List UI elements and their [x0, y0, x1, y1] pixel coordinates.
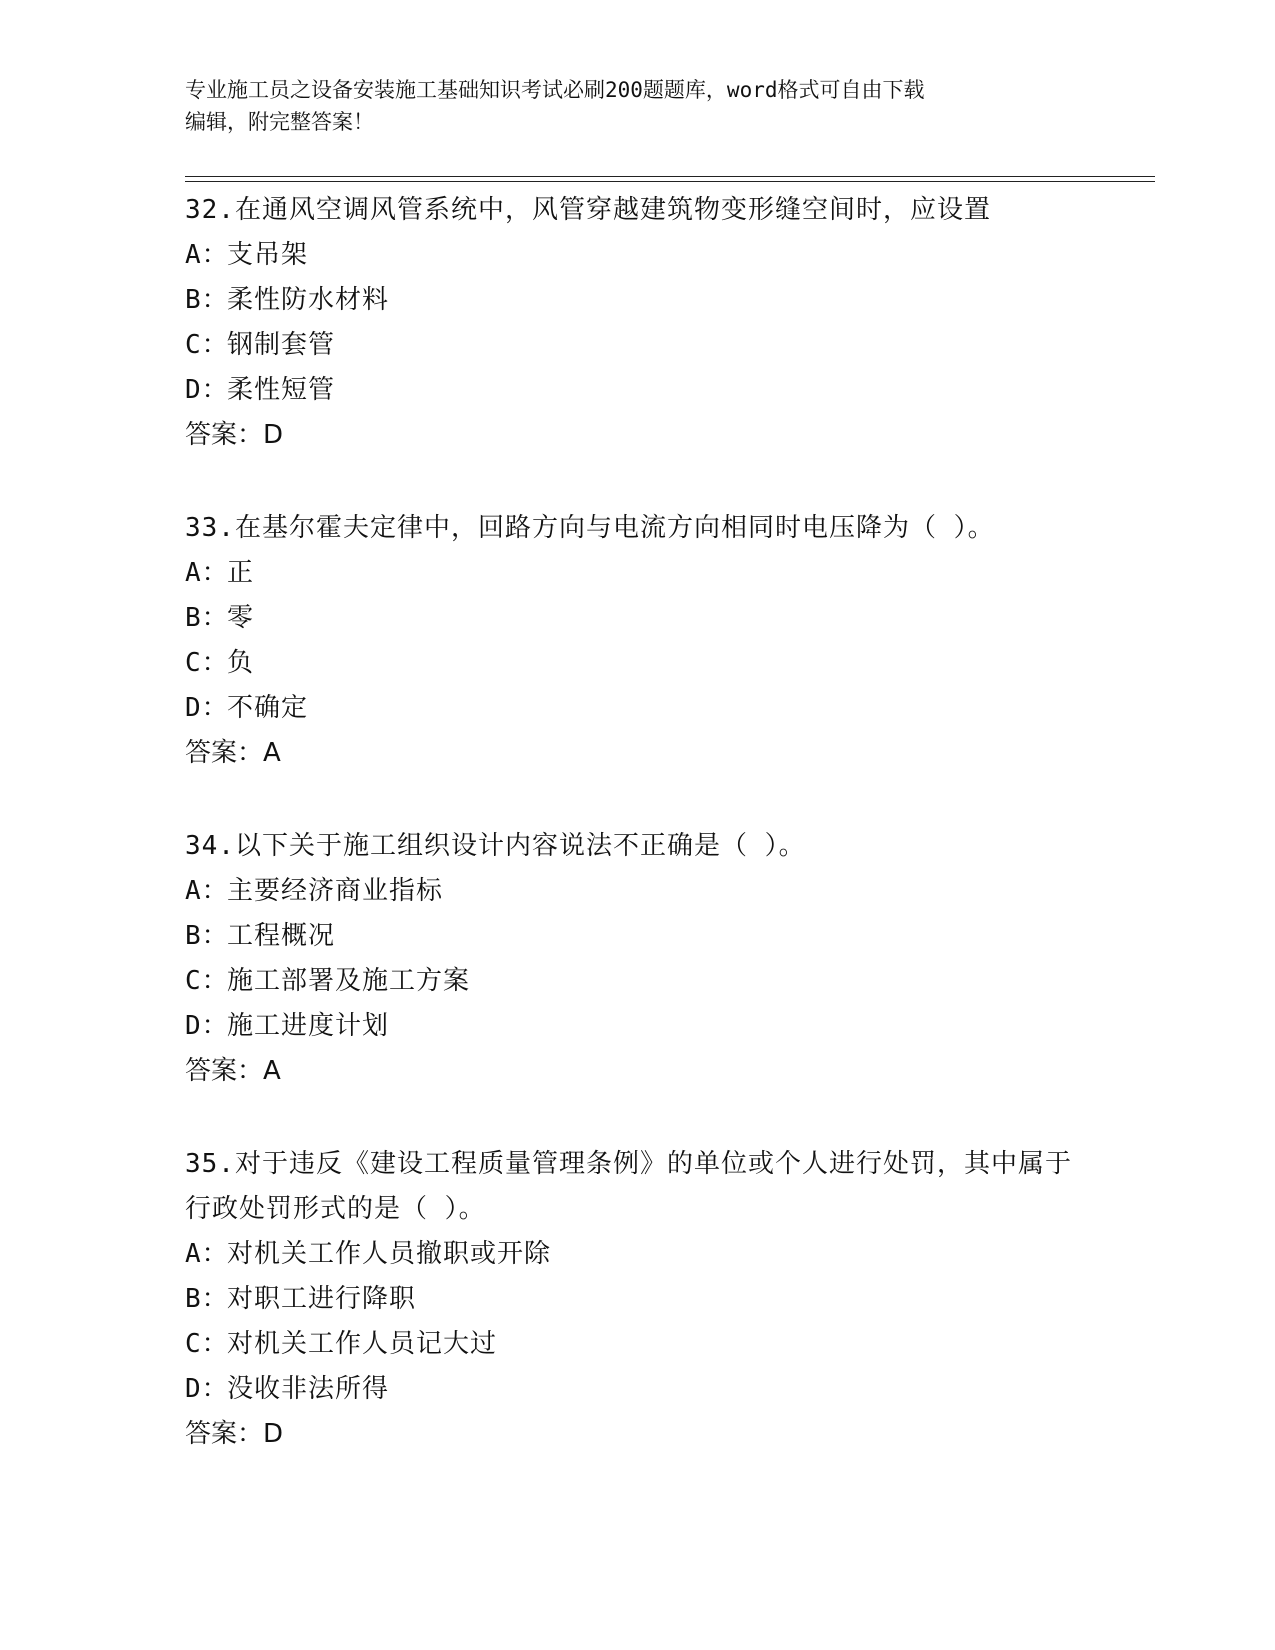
option-label: C： — [185, 1329, 229, 1359]
question-33 — [185, 506, 1085, 776]
option-text: 主要经济商业指标 — [227, 876, 444, 906]
option-a — [185, 551, 1085, 596]
answer: 答案：D — [185, 420, 284, 450]
option-label: D： — [185, 375, 229, 405]
header-line-2: 编辑，附完整答案！ — [185, 110, 374, 134]
option-b — [185, 1277, 1085, 1322]
option-label: A： — [185, 558, 229, 588]
option-text: 施工部署及施工方案 — [227, 966, 471, 996]
question-title: 32.在通风空调风管系统中，风管穿越建筑物变形缝空间时，应设置 — [185, 195, 991, 225]
option-text: 柔性短管 — [227, 375, 336, 405]
option-label: D： — [185, 1374, 229, 1404]
option-b — [185, 278, 1085, 323]
option-label: A： — [185, 240, 229, 270]
option-a — [185, 1232, 1085, 1277]
option-b — [185, 596, 1085, 641]
option-text: 零 — [227, 603, 255, 633]
option-c — [185, 959, 1085, 1004]
question-title: 35.对于违反《建设工程质量管理条例》的单位或个人进行处罚，其中属于行政处罚形式的是（ ）。 — [185, 1149, 1072, 1224]
option-text: 负 — [227, 648, 255, 678]
question-list — [185, 188, 1085, 1505]
option-label: D： — [185, 693, 229, 723]
option-label: B： — [185, 285, 229, 315]
option-label: C： — [185, 330, 229, 360]
question-title: 33.在基尔霍夫定律中，回路方向与电流方向相同时电压降为（ ）。 — [185, 513, 995, 543]
option-text: 没收非法所得 — [227, 1374, 390, 1404]
option-d — [185, 368, 1085, 413]
option-text: 不确定 — [227, 693, 309, 723]
option-text: 柔性防水材料 — [227, 285, 390, 315]
question-35 — [185, 1142, 1085, 1457]
option-b — [185, 914, 1085, 959]
option-a — [185, 233, 1085, 278]
option-d — [185, 1004, 1085, 1049]
document-header — [185, 74, 1065, 138]
option-label: D： — [185, 1011, 229, 1041]
option-a — [185, 869, 1085, 914]
option-label: A： — [185, 1239, 229, 1269]
answer: 答案：D — [185, 1419, 284, 1449]
question-title: 34.以下关于施工组织设计内容说法不正确是（ ）。 — [185, 831, 806, 861]
option-text: 钢制套管 — [227, 330, 336, 360]
option-text: 工程概况 — [227, 921, 336, 951]
option-label: C： — [185, 648, 229, 678]
header-line-1: 专业施工员之设备安装施工基础知识考试必刷200题题库，word格式可自由下载 — [185, 78, 925, 102]
answer: 答案：A — [185, 1056, 281, 1086]
question-34 — [185, 824, 1085, 1094]
option-text: 施工进度计划 — [227, 1011, 390, 1041]
option-d — [185, 686, 1085, 731]
header-divider-bottom — [185, 181, 1155, 182]
option-d — [185, 1367, 1085, 1412]
option-text: 对机关工作人员记大过 — [227, 1329, 498, 1359]
header-divider-top — [185, 176, 1155, 177]
option-label: C： — [185, 966, 229, 996]
option-label: B： — [185, 1284, 229, 1314]
option-label: B： — [185, 603, 229, 633]
option-c — [185, 1322, 1085, 1367]
option-text: 对职工进行降职 — [227, 1284, 417, 1314]
question-32 — [185, 188, 1085, 458]
option-c — [185, 323, 1085, 368]
option-text: 支吊架 — [227, 240, 309, 270]
option-label: B： — [185, 921, 229, 951]
option-text: 正 — [227, 558, 255, 588]
option-c — [185, 641, 1085, 686]
option-label: A： — [185, 876, 229, 906]
option-text: 对机关工作人员撤职或开除 — [227, 1239, 552, 1269]
answer: 答案：A — [185, 738, 281, 768]
